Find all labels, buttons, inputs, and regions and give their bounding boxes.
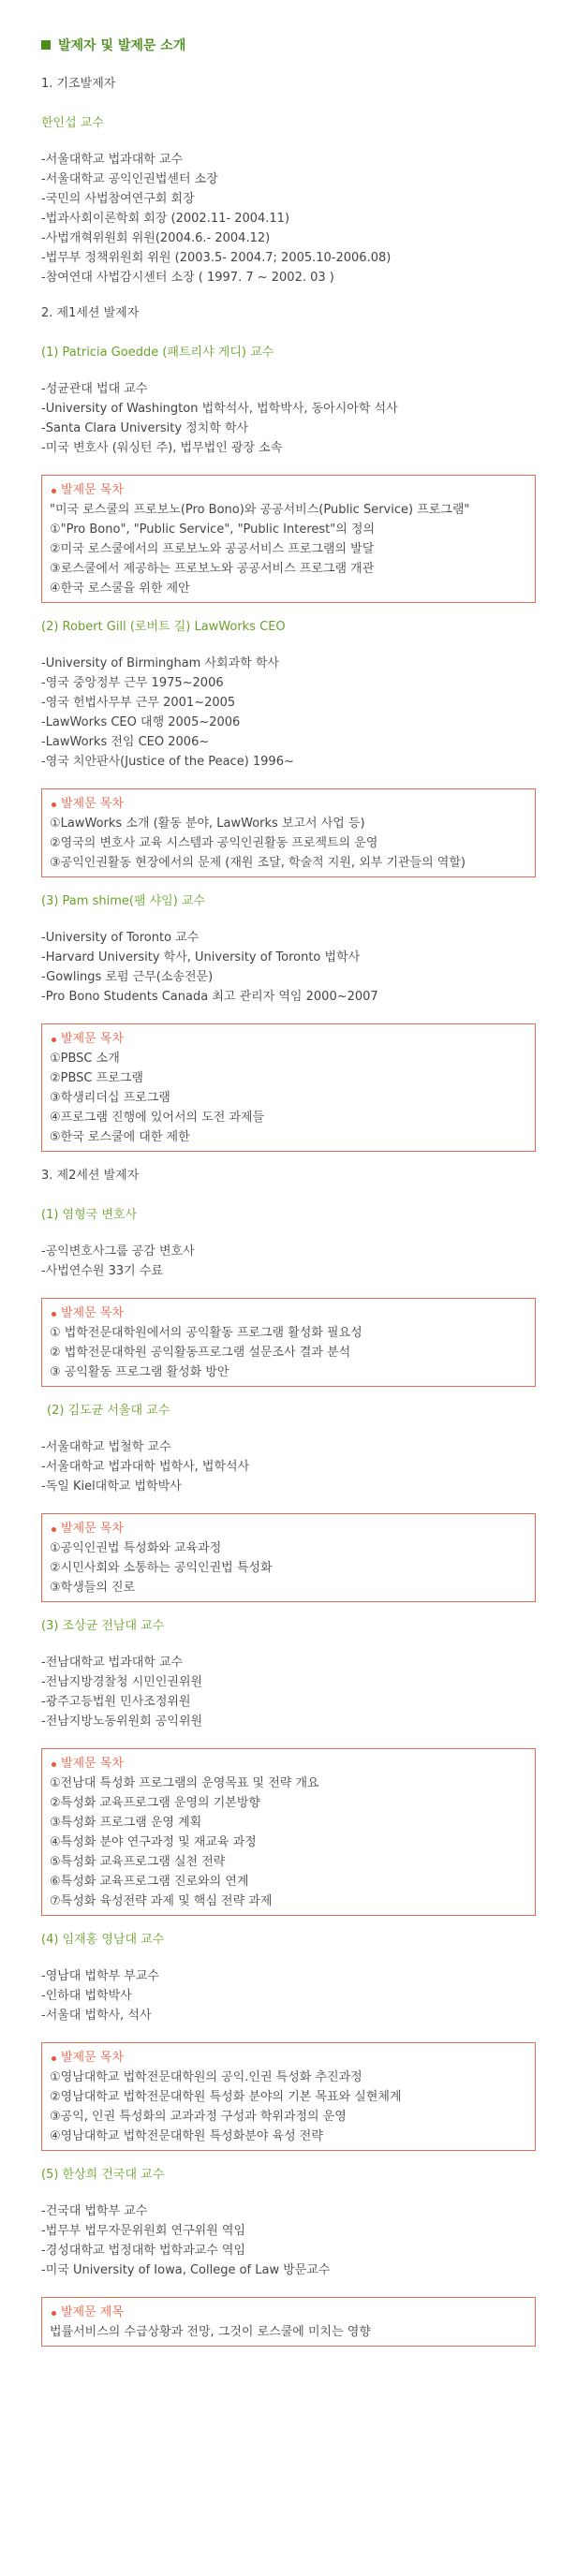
topic-line: 법률서비스의 수급상황과 전망, 그것이 로스쿨에 미치는 영향 — [50, 2325, 371, 2339]
presenter-name: (1) Patricia Goedde (패트리샤 게디) 교수 — [41, 346, 274, 360]
presenter-bio — [41, 654, 532, 772]
presenter-name: (2) 김도균 서울대 교수 — [47, 1404, 170, 1418]
topic-line: ⑦특성화 육성전략 과제 및 핵심 전략 과제 — [50, 1894, 273, 1908]
topic-title — [50, 795, 527, 814]
presenter-bio — [41, 1653, 532, 1731]
dot-bullet-icon — [52, 1762, 56, 1767]
topic-title — [50, 1030, 527, 1049]
bio-line: -건국대 법학부 교수 — [41, 2204, 148, 2218]
topic-label: 발제문 목차 — [61, 2051, 124, 2065]
topic-line: ④특성화 분야 연구과정 및 재교육 과정 — [50, 1835, 257, 1849]
page-title — [41, 36, 532, 54]
bio-line: -University of Birmingham 사회과학 학사 — [41, 656, 279, 670]
topic-line: ④한국 로스쿨을 위한 제안 — [50, 581, 190, 596]
topic-line: ②영국의 변호사 교육 시스템과 공익인권활동 프로젝트의 운영 — [50, 836, 378, 850]
section-heading: 1. 기조발제자 — [41, 77, 116, 91]
bio-line: -광주고등법원 민사조정위원 — [41, 1695, 191, 1709]
bio-line: -성균관대 법대 교수 — [41, 382, 148, 396]
bio-line: -전남지방노동위원회 공익위원 — [41, 1715, 203, 1729]
topic-line: ②미국 로스쿨에서의 프로보노와 공공서비스 프로그램의 발달 — [50, 542, 375, 556]
bio-line: -전남대학교 법과대학 교수 — [41, 1656, 184, 1670]
bio-line: -경성대학교 법정대학 법학과교수 역임 — [41, 2244, 246, 2258]
bio-line: -독일 Kiel대학교 법학박사 — [41, 1479, 182, 1494]
dot-bullet-icon — [52, 802, 56, 807]
bio-line: -Pro Bono Students Canada 최고 관리자 역임 2000~2007 — [41, 990, 378, 1004]
topic-line: ③특성화 프로그램 운영 계획 — [50, 1816, 202, 1830]
bio-line: -Gowlings 로펌 근무(소송전문) — [41, 970, 214, 984]
presenter-bio — [41, 1966, 532, 2025]
bio-line: -전남지방경찰청 시민인권위원 — [41, 1675, 203, 1689]
topic-line: ⑤특성화 교육프로그램 실천 전략 — [50, 1855, 226, 1869]
dot-bullet-icon — [52, 1038, 56, 1042]
topic-line: ② 법학전문대학원 공익활동프로그램 설문조사 결과 분석 — [50, 1346, 351, 1360]
presenter-name: 한인섭 교수 — [41, 116, 104, 130]
topic-label: 발제문 목차 — [61, 1757, 124, 1771]
presenter-name: (4) 임재홍 영남대 교수 — [41, 1933, 165, 1947]
bio-line: -Santa Clara University 정치학 학사 — [41, 421, 249, 435]
bio-line: -법과사회이론학회 회장 (2002.11- 2004.11) — [41, 212, 290, 226]
topic-title — [50, 1755, 527, 1774]
topic-title — [50, 2304, 527, 2322]
bio-line: -사법연수원 33기 수료 — [41, 1264, 163, 1278]
topic-line: ③ 공익활동 프로그램 활성화 방안 — [50, 1365, 229, 1379]
bio-line: -참여연대 사법감시센터 소장 ( 1997. 7 ~ 2002. 03 ) — [41, 271, 334, 285]
topic-line: ③로스쿨에서 제공하는 프로보노와 공공서비스 프로그램 개관 — [50, 562, 375, 576]
topic-title — [50, 2049, 527, 2068]
bio-line: -University of Toronto 교수 — [41, 931, 200, 945]
topic-line: ①공익인권법 특성화와 교육과정 — [50, 1541, 222, 1555]
topic-box — [41, 1023, 536, 1152]
topic-line: ①"Pro Bono", "Public Service", "Public Interest"의 정의 — [50, 523, 376, 537]
topic-label: 발제문 목차 — [61, 1306, 124, 1320]
topic-label: 발제문 목차 — [61, 483, 124, 497]
topic-line: ②영남대학교 법학전문대학원 특성화 분야의 기본 목표와 실현체계 — [50, 2090, 402, 2104]
bio-line: -미국 변호사 (워싱턴 주), 법무법인 광장 소속 — [41, 441, 283, 455]
bio-line: -서울대학교 법과대학 교수 — [41, 153, 184, 167]
topic-box — [41, 1748, 536, 1916]
bio-line: -LawWorks CEO 대행 2005~2006 — [41, 715, 241, 729]
dot-bullet-icon — [52, 1312, 56, 1317]
presenter-name: (3) 조상균 전남대 교수 — [41, 1619, 165, 1633]
topic-line: ③학생들의 진로 — [50, 1581, 136, 1595]
topic-box — [41, 1298, 536, 1387]
topic-line: ②시민사회와 소통하는 공익인권법 특성화 — [50, 1561, 273, 1575]
square-bullet-icon — [41, 40, 51, 50]
topic-box — [41, 2042, 536, 2151]
presenter-name: (5) 한상희 건국대 교수 — [41, 2168, 165, 2182]
topic-label: 발제문 목차 — [61, 1522, 124, 1536]
topic-line: ①영남대학교 법학전문대학원의 공익.인권 특성화 추진과정 — [50, 2070, 362, 2084]
topic-label: 발제문 제목 — [61, 2305, 124, 2319]
topic-title — [50, 1304, 527, 1323]
topic-box — [41, 1513, 536, 1602]
presenter-bio — [41, 150, 532, 287]
bio-line: -서울대학교 공익인권법센터 소장 — [41, 172, 218, 186]
topic-box — [41, 788, 536, 877]
bio-line: -미국 University of Iowa, College of Law 방문교수 — [41, 2263, 331, 2277]
bio-line: -서울대학교 법철학 교수 — [41, 1440, 171, 1454]
bio-line: -영국 중앙정부 근무 1975~2006 — [41, 676, 224, 690]
bio-line: -법무부 정책위원회 위원 (2003.5- 2004.7; 2005.10-2006.08) — [41, 251, 392, 265]
bio-line: -영남대 법학부 부교수 — [41, 1969, 159, 1983]
topic-line: ①LawWorks 소개 (활동 분야, LawWorks 보고서 사업 등) — [50, 817, 365, 831]
topic-line: ⑥특성화 교육프로그램 진로와의 연계 — [50, 1875, 249, 1889]
dot-bullet-icon — [52, 1527, 56, 1532]
presenter-name: (2) Robert Gill (로버트 길) LawWorks CEO — [41, 620, 286, 634]
topic-line: ③공익, 인권 특성화의 교과과정 구성과 학위과정의 운영 — [50, 2110, 347, 2124]
topic-label: 발제문 목차 — [61, 1032, 124, 1046]
topic-line: ① 법학전문대학원에서의 공익활동 프로그램 활성화 필요성 — [50, 1326, 362, 1340]
presenter-bio — [41, 2201, 532, 2280]
presenter-bio — [41, 379, 532, 458]
topic-title — [50, 481, 527, 500]
topic-line: ③공익인권활동 현장에서의 문제 (재원 조달, 학술적 지원, 외부 기관들의 역할) — [50, 856, 466, 870]
topic-line: ②특성화 교육프로그램 운영의 기본방향 — [50, 1796, 260, 1810]
topic-box — [41, 2297, 536, 2347]
section-heading: 2. 제1세션 발제자 — [41, 306, 140, 320]
bio-line: -법무부 법무자문위원회 연구위원 역임 — [41, 2224, 246, 2238]
presenter-bio — [41, 1242, 532, 1281]
topic-box — [41, 475, 536, 603]
page-title-text: 발제자 및 발제문 소개 — [58, 38, 186, 53]
bio-line: -사법개혁위원회 위원(2004.6.- 2004.12) — [41, 231, 271, 245]
bio-line: -국민의 사법참여연구회 회장 — [41, 192, 195, 206]
topic-line: ①전남대 특성화 프로그램의 운영목표 및 전략 개요 — [50, 1776, 319, 1790]
bio-line: -University of Washington 법학석사, 법학박사, 동아시아학 석사 — [41, 402, 398, 416]
presenter-bio — [41, 928, 532, 1007]
bio-line: -서울대학교 법과대학 법학사, 법학석사 — [41, 1460, 250, 1474]
topic-line: ①PBSC 소개 — [50, 1052, 120, 1066]
presenter-name: (3) Pam shime(팸 샤임) 교수 — [41, 894, 206, 908]
presenter-bio — [41, 1437, 532, 1496]
dot-bullet-icon — [52, 2056, 56, 2061]
bio-line: -Harvard University 학사, University of Toronto 법학사 — [41, 950, 361, 964]
bio-line: -영국 치안판사(Justice of the Peace) 1996~ — [41, 755, 294, 769]
dot-bullet-icon — [52, 2311, 56, 2316]
topic-line: ⑤한국 로스쿨에 대한 제한 — [50, 1130, 190, 1144]
topic-line: "미국 로스쿨의 프로보노(Pro Bono)와 공공서비스(Public Service) 프로그램" — [50, 503, 470, 517]
topic-line: ④프로그램 진행에 있어서의 도전 과제들 — [50, 1111, 265, 1125]
topic-line: ④영남대학교 법학전문대학원 특성화분야 육성 전략 — [50, 2129, 323, 2143]
bio-line: -서울대 법학사, 석사 — [41, 2009, 152, 2023]
topic-title — [50, 1520, 527, 1538]
presenter-list — [41, 75, 532, 2347]
bio-line: -LawWorks 전임 CEO 2006~ — [41, 735, 210, 749]
topic-line: ③학생리더십 프로그램 — [50, 1091, 170, 1105]
topic-label: 발제문 목차 — [61, 797, 124, 811]
bio-line: -인하대 법학박사 — [41, 1989, 132, 2003]
bio-line: -영국 헌법사무부 근무 2001~2005 — [41, 696, 236, 710]
topic-line: ②PBSC 프로그램 — [50, 1071, 143, 1085]
dot-bullet-icon — [52, 489, 56, 493]
bio-line: -공익변호사그룹 공감 변호사 — [41, 1244, 195, 1259]
presenter-name: (1) 염형국 변호사 — [41, 1208, 138, 1222]
section-heading: 3. 제2세션 발제자 — [41, 1169, 140, 1183]
